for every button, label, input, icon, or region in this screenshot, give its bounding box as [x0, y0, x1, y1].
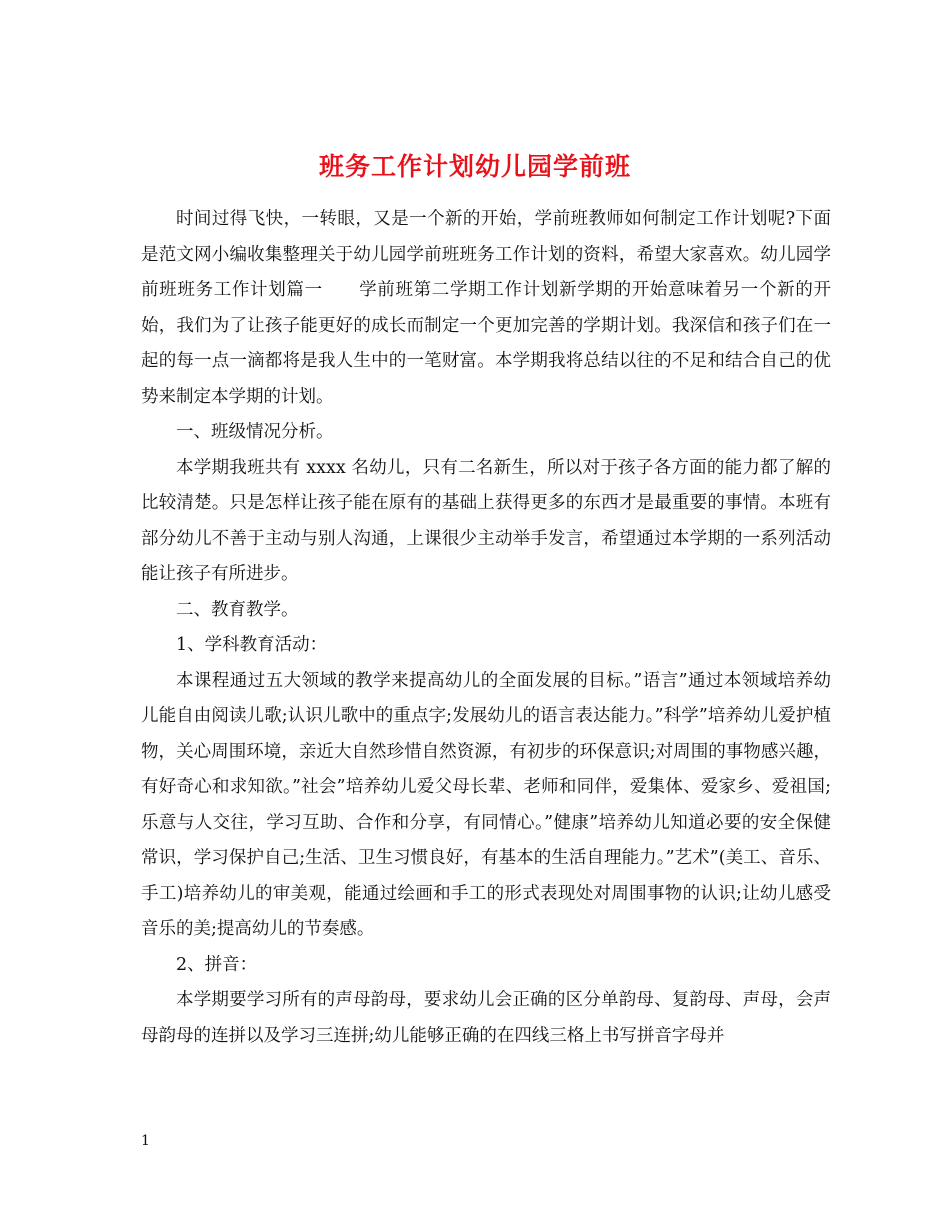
- document-body: [141, 202, 831, 1054]
- section-heading-class-analysis: 一、班级情况分析。: [176, 422, 334, 442]
- page-number: 1: [141, 1133, 150, 1149]
- subsection-heading-pinyin: 2、拼音：: [176, 954, 258, 975]
- paragraph-pinyin: 本学期要学习所有的声母韵母，要求幼儿会正确的区分单韵母、复韵母、声母，会声母韵母的连拼以及学习三连拼;幼儿能够正确的在四线三格上书写拼音字母并: [141, 990, 831, 1046]
- paragraph-subject-activities: 本课程通过五大领域的教学来提高幼儿的全面发展的目标。”语言”通过本领域培养幼儿能自由阅读儿歌;认识儿歌中的重点字;发展幼儿的语言表达能力。”科学”培养幼儿爱护植物，关心周围环境，亲近大自然珍惜自然资源，有初步的环保意识;对周围的事物感兴趣，有好奇心和求知欲。”社会”培养幼儿爱父母长辈、老师和同伴，爱集体、爱家乡、爱祖国;乐意与人交往，学习互助、合作和分享，有同情心。”健康”培养幼儿知道必要的安全保健常识，学习保护自己;生活、卫生习惯良好，有基本的生活自理能力。”艺术”(美工、音乐、手工)培养幼儿的审美观，能通过绘画和手工的形式表现处对周围事物的认识;让幼儿感受音乐的美;提高幼儿的节奏感。: [141, 670, 831, 939]
- paragraph-intro: 时间过得飞快，一转眼，又是一个新的开始，学前班教师如何制定工作计划呢?下面是范文网小编收集整理关于幼儿园学前班班务工作计划的资料，希望大家喜欢。幼儿园学前班班务工作计划篇一 学前班第二学期工作计划新学期的开始意味着另一个新的开始，我们为了让孩子能更好的成长而制定一个更加完善的学期计划。我深信和孩子们在一起的每一点一滴都将是我人生中的一笔财富。本学期我将总结以往的不足和结合自己的优势来制定本学期的计划。: [141, 209, 831, 407]
- subsection-heading-subject-activities: 1、学科教育活动：: [176, 635, 328, 655]
- section-heading-education: 二、教育教学。: [176, 599, 299, 620]
- paragraph-class-analysis: 本学期我班共有 xxxx 名幼儿，只有二名新生，所以对于孩子各方面的能力都了解的比较清楚。只是怎样让孩子能在原有的基础上获得更多的东西才是最重要的事情。本班有部分幼儿不善于主动与别人沟通，上课很少主动举手发言，希望通过本学期的一系列活动能让孩子有所进步。: [141, 457, 831, 584]
- document-title: 班务工作计划幼儿园学前班: [318, 151, 631, 181]
